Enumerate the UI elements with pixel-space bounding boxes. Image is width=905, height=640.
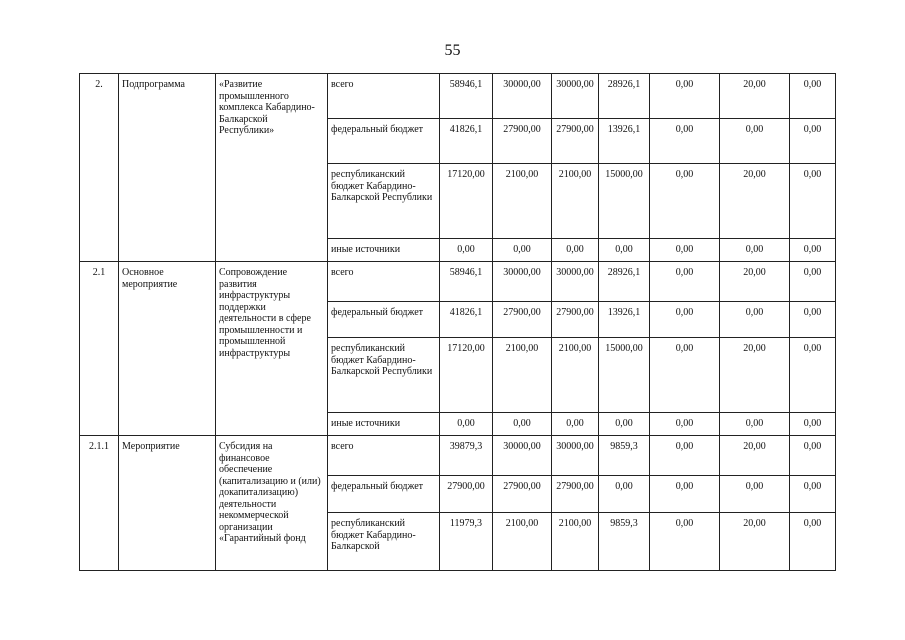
funding-source: республиканский бюджет Кабардино-Балкарской Республики — [328, 338, 440, 413]
value-cell: 0,00 — [720, 302, 790, 338]
value-cell: 58946,1 — [440, 74, 493, 119]
value-cell: 0,00 — [720, 413, 790, 436]
value-cell: 0,00 — [790, 262, 836, 302]
value-cell: 27900,00 — [552, 119, 599, 164]
value-cell: 0,00 — [790, 302, 836, 338]
funding-source: республиканский бюджет Кабардино-Балкарской — [328, 513, 440, 571]
row-status: Подпрограмма — [119, 74, 216, 262]
value-cell: 0,00 — [599, 239, 650, 262]
value-cell: 28926,1 — [599, 74, 650, 119]
value-cell: 0,00 — [720, 476, 790, 513]
value-cell: 30000,00 — [493, 74, 552, 119]
value-cell: 13926,1 — [599, 119, 650, 164]
value-cell: 2100,00 — [552, 513, 599, 571]
value-cell: 41826,1 — [440, 302, 493, 338]
value-cell: 27900,00 — [493, 476, 552, 513]
value-cell: 0,00 — [790, 164, 836, 239]
value-cell: 0,00 — [790, 413, 836, 436]
value-cell: 0,00 — [650, 239, 720, 262]
funding-source: всего — [328, 74, 440, 119]
value-cell: 2100,00 — [493, 513, 552, 571]
value-cell: 0,00 — [790, 338, 836, 413]
value-cell: 27900,00 — [440, 476, 493, 513]
value-cell: 30000,00 — [552, 74, 599, 119]
value-cell: 27900,00 — [493, 119, 552, 164]
value-cell: 20,00 — [720, 436, 790, 476]
value-cell: 20,00 — [720, 164, 790, 239]
value-cell: 27900,00 — [552, 476, 599, 513]
value-cell: 0,00 — [440, 239, 493, 262]
row-status: Мероприятие — [119, 436, 216, 571]
funding-source: всего — [328, 436, 440, 476]
value-cell: 0,00 — [790, 476, 836, 513]
value-cell: 15000,00 — [599, 338, 650, 413]
value-cell: 30000,00 — [493, 436, 552, 476]
row-status: Основное мероприятие — [119, 262, 216, 436]
value-cell: 0,00 — [552, 413, 599, 436]
value-cell: 0,00 — [790, 513, 836, 571]
funding-source: федеральный бюджет — [328, 119, 440, 164]
value-cell: 20,00 — [720, 338, 790, 413]
value-cell: 15000,00 — [599, 164, 650, 239]
value-cell: 0,00 — [650, 436, 720, 476]
value-cell: 0,00 — [552, 239, 599, 262]
value-cell: 2100,00 — [552, 164, 599, 239]
value-cell: 0,00 — [720, 119, 790, 164]
value-cell: 9859,3 — [599, 513, 650, 571]
funding-source: всего — [328, 262, 440, 302]
value-cell: 9859,3 — [599, 436, 650, 476]
row-code: 2. — [80, 74, 119, 262]
value-cell: 0,00 — [650, 74, 720, 119]
value-cell: 0,00 — [599, 413, 650, 436]
value-cell: 0,00 — [790, 74, 836, 119]
value-cell: 20,00 — [720, 74, 790, 119]
value-cell: 0,00 — [650, 513, 720, 571]
value-cell: 0,00 — [650, 338, 720, 413]
value-cell: 0,00 — [650, 413, 720, 436]
value-cell: 39879,3 — [440, 436, 493, 476]
value-cell: 27900,00 — [552, 302, 599, 338]
value-cell: 11979,3 — [440, 513, 493, 571]
value-cell: 28926,1 — [599, 262, 650, 302]
value-cell: 0,00 — [599, 476, 650, 513]
value-cell: 0,00 — [650, 164, 720, 239]
value-cell: 30000,00 — [493, 262, 552, 302]
value-cell: 30000,00 — [552, 436, 599, 476]
value-cell: 17120,00 — [440, 164, 493, 239]
row-code: 2.1 — [80, 262, 119, 436]
value-cell: 17120,00 — [440, 338, 493, 413]
row-name: Сопровождение развития инфраструктуры поддержки деятельности в сфере промышленности и промышленной инфраструктуры — [216, 262, 328, 436]
funding-source: иные источники — [328, 413, 440, 436]
value-cell: 20,00 — [720, 513, 790, 571]
table-row — [80, 262, 836, 302]
value-cell: 13926,1 — [599, 302, 650, 338]
value-cell: 41826,1 — [440, 119, 493, 164]
table-row — [80, 74, 836, 119]
value-cell: 0,00 — [790, 119, 836, 164]
value-cell: 0,00 — [650, 119, 720, 164]
table-row — [80, 436, 836, 476]
value-cell: 2100,00 — [493, 338, 552, 413]
value-cell: 2100,00 — [493, 164, 552, 239]
value-cell: 2100,00 — [552, 338, 599, 413]
funding-source: иные источники — [328, 239, 440, 262]
value-cell: 0,00 — [440, 413, 493, 436]
row-name: «Развитие промышленного комплекса Кабардино-Балкарской Республики» — [216, 74, 328, 262]
funding-source: республиканский бюджет Кабардино-Балкарской Республики — [328, 164, 440, 239]
row-name: Субсидия на финансовое обеспечение (капитализацию и (или) докапитализацию) деятельности некоммерческой организации «Гарантийный фонд — [216, 436, 328, 571]
value-cell: 0,00 — [493, 413, 552, 436]
value-cell: 0,00 — [493, 239, 552, 262]
value-cell: 0,00 — [650, 476, 720, 513]
value-cell: 27900,00 — [493, 302, 552, 338]
value-cell: 30000,00 — [552, 262, 599, 302]
value-cell: 0,00 — [720, 239, 790, 262]
page-number: 55 — [444, 42, 461, 59]
budget-table — [79, 73, 836, 571]
funding-source: федеральный бюджет — [328, 302, 440, 338]
value-cell: 58946,1 — [440, 262, 493, 302]
value-cell: 0,00 — [650, 302, 720, 338]
value-cell: 20,00 — [720, 262, 790, 302]
row-code: 2.1.1 — [80, 436, 119, 571]
value-cell: 0,00 — [790, 436, 836, 476]
value-cell: 0,00 — [650, 262, 720, 302]
funding-source: федеральный бюджет — [328, 476, 440, 513]
value-cell: 0,00 — [790, 239, 836, 262]
